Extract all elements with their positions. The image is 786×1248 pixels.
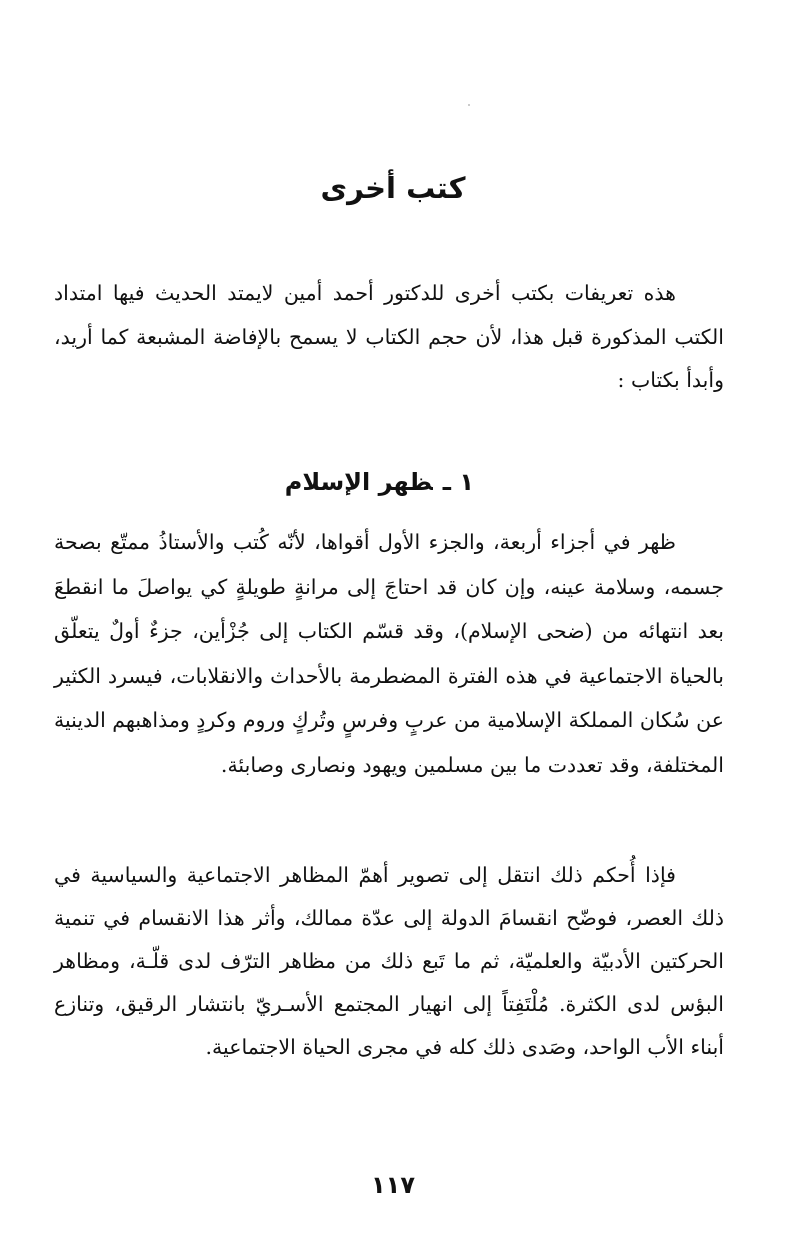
scan-speck — [468, 104, 470, 106]
body-paragraph: فإذا أُحكم ذلك انتقل إلى تصوير أهمّ المظاهر الاجتماعية والسياسية في ذلك العصر، فوضّح انقسامَ الدولة إلى عدّة ممالك، وأثر هذا الانقسام في تنمية الحركتين الأدبيّة والعلميّة، ثم ما تَبع ذلك من مظاهر الترّف لدى قلّـة، ومظاهر البؤس لدى الكثرة. مُلْتَفِتاً إلى انهيار المجتمع الأسـريّ بانتشار الرقيق، وتنازع أبناء الأب الواحد، وصَدى ذلك كله في مجرى الحياة الاجتماعية. — [54, 863, 724, 1059]
intro-paragraph: هذه تعريفات بكتب أخرى للدكتور أحمد أمين لايمتد الحديث فيها امتداد الكتب المذكورة قبل هذا، لأن حجم الكتاب لا يسمح بالإفاضة المشبعة كما أريد، وأبدأ بكتاب : — [54, 281, 724, 392]
chapter-title: كتب أخرى — [320, 171, 466, 205]
section-title: ظهر الإسلام — [284, 468, 433, 496]
section-heading — [285, 460, 474, 504]
section-number: ١ ـ — [442, 468, 474, 496]
body-paragraph: ظهر في أجزاء أربعة، والجزء الأول أقواها، لأنّه كُتب والأستاذُ ممتّع بصحة جسمه، وسلامة عينه، وإن كان قد احتاجَ إلى مرانةٍ طويلةٍ كي يواصلَ ما انقطعَ بعد انتهائه من (ضحى الإسلام)، وقد قسّم الكتاب إلى جُزْأين، جزءٌ أولٌ يتعلّق بالحياة الاجتماعية في هذه الفترة المضطرمة بالأحداث والانقلابات، فيسرد الكثير عن سُكان المملكة الإسلامية من عربٍ وفرسٍ وتُركٍ وروم وكردٍ ومذاهبهم الدينية المختلفة، وقد تعددت ما بين مسلمين ويهود ونصارى وصابئة. — [54, 530, 725, 777]
page-number: ١١٧ — [371, 1171, 415, 1199]
